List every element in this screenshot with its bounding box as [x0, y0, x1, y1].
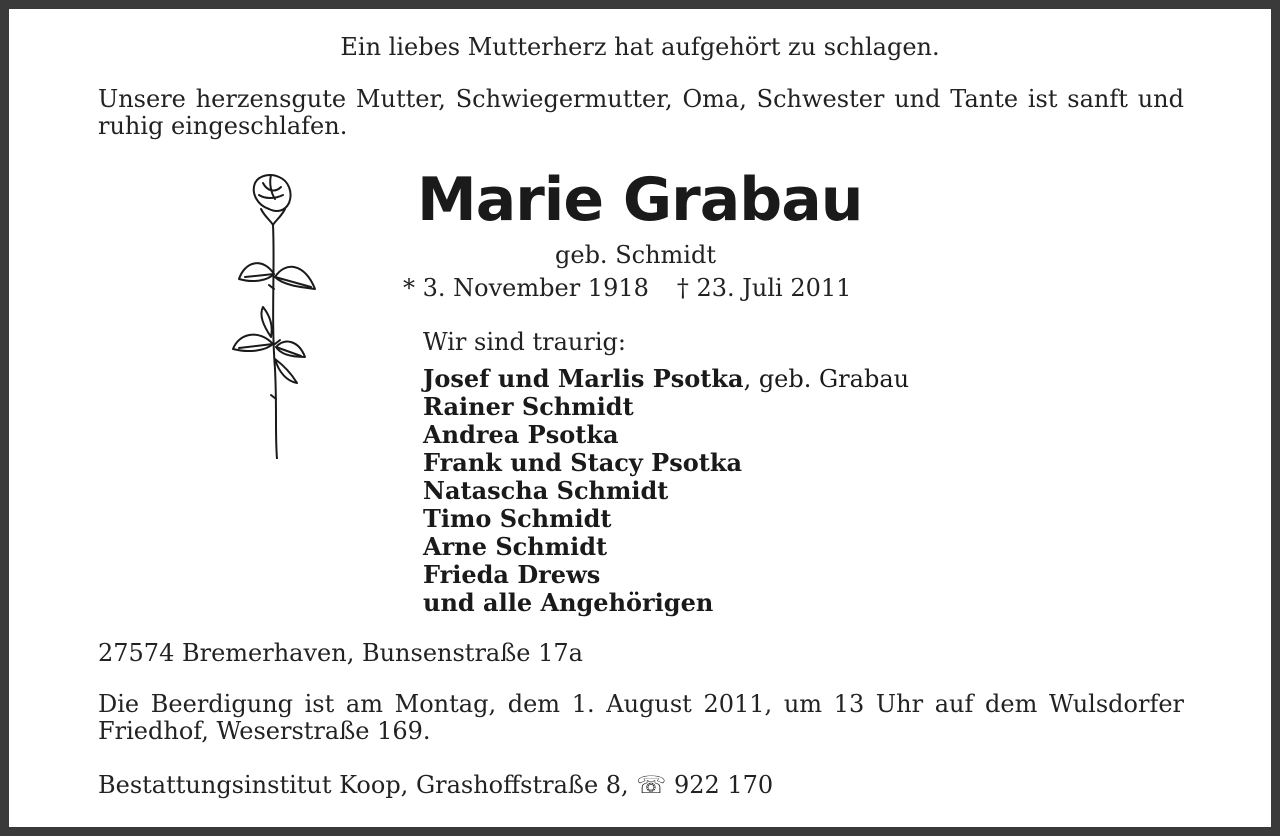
rose-icon: [219, 169, 329, 459]
list-item: Natascha Schmidt: [423, 476, 669, 505]
maiden-name: geb. Schmidt: [555, 241, 716, 269]
list-item: Josef und Marlis Psotka, geb. Grabau: [423, 364, 910, 393]
birth-date: * 3. November 1918: [403, 274, 649, 302]
address-line: 27574 Bremerhaven, Bunsenstraße 17a: [98, 639, 583, 667]
mourners-list: [423, 365, 909, 617]
list-item: Andrea Psotka: [423, 420, 619, 449]
death-date: † 23. Juli 2011: [676, 274, 852, 302]
deceased-name: Marie Grabau: [417, 165, 863, 235]
list-item: Frank und Stacy Psotka: [423, 448, 742, 477]
life-dates: [403, 275, 851, 302]
undertaker-line: Bestattungsinstitut Koop, Grashoffstraße 8, ☏ 922 170: [98, 771, 774, 799]
obituary-notice: [9, 9, 1271, 827]
list-item: Timo Schmidt: [423, 504, 612, 533]
list-item: Arne Schmidt: [423, 532, 608, 561]
intro-line: Ein liebes Mutterherz hat aufgehört zu schlagen.: [340, 33, 940, 61]
mourners-intro: Wir sind traurig:: [423, 328, 626, 356]
announcement-text: Unsere herzensgute Mutter, Schwiegermutter, Oma, Schwester und Tante ist sanft und ruhig eingeschlafen.: [98, 85, 1184, 140]
list-item: Frieda Drews: [423, 560, 601, 589]
list-item: Rainer Schmidt: [423, 392, 634, 421]
list-item: und alle Angehörigen: [423, 588, 714, 617]
funeral-info: Die Beerdigung ist am Montag, dem 1. August 2011, um 13 Uhr auf dem Wulsdorfer Friedhof, Weserstraße 169.: [98, 690, 1184, 745]
